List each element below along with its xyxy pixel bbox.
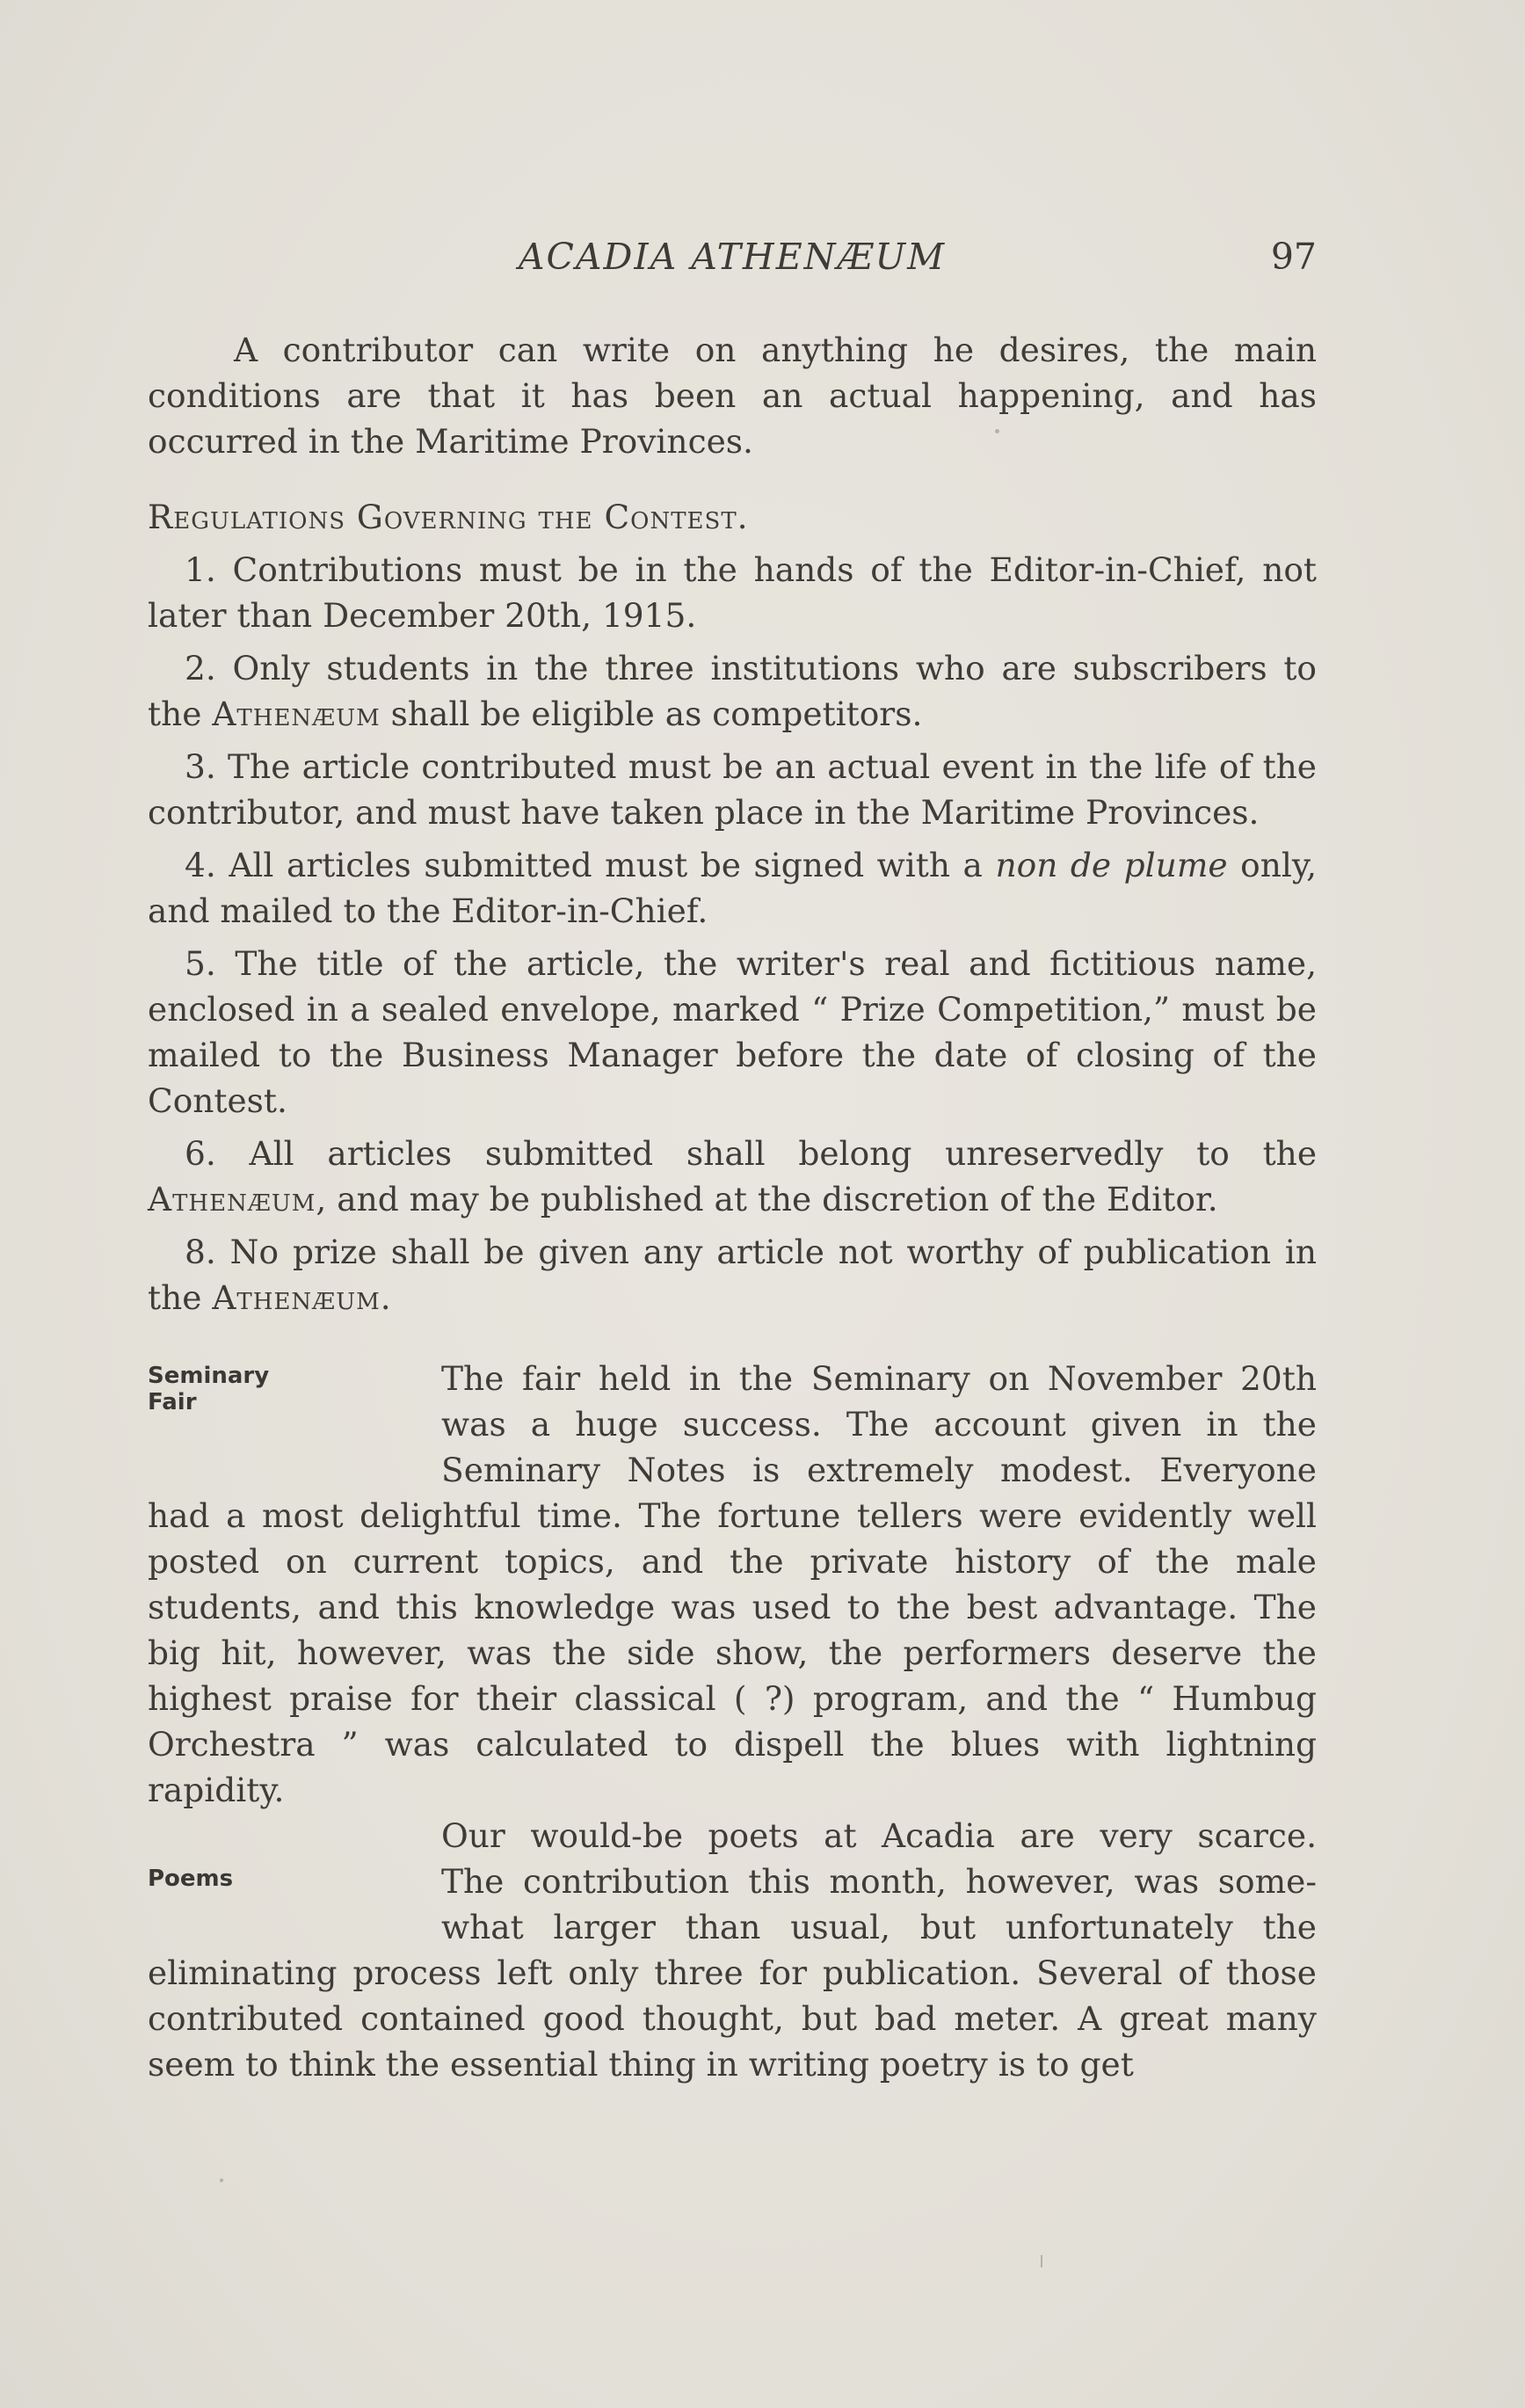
journal-name: Athenæum: [212, 695, 381, 733]
side-note-line: Seminary: [148, 1363, 270, 1389]
side-note-seminary-fair: [148, 1363, 306, 1415]
regulation-text: Only students in the three institutions who are subscribers to the: [148, 649, 1317, 733]
regulation-item: [148, 645, 1317, 737]
regulation-item: [148, 1229, 1317, 1320]
journal-title: ACADIA ATHENÆUM: [518, 236, 947, 278]
regulation-item: [148, 842, 1317, 934]
page-body: [148, 327, 1317, 2087]
regulation-text: The title of the article, the writer's real and fictitious name, enclosed in a sealed envelope, marked “ Prize Competition,” must be mailed to the Business Manager before the date of closing of the Contest.: [148, 944, 1317, 1120]
side-note-poems: Poems: [148, 1866, 234, 1892]
page-number: 97: [1270, 236, 1317, 278]
seminary-fair-section: [148, 1356, 1317, 1813]
paper-speck: [995, 429, 999, 433]
regulation-item: [148, 744, 1317, 835]
regulation-text: only, and mailed to the Editor-in-Chief.: [148, 846, 1317, 930]
regulation-number: 4.: [185, 846, 216, 884]
regulation-item: [148, 547, 1317, 638]
journal-name: Athenæum: [148, 1180, 316, 1219]
poems-line: Our would-be poets at Acadia are very scarce.: [441, 1816, 1317, 1855]
seminary-paragraph: had a most delightful time. The fortune tellers were evidently well posted on current topics, and the private history of the male students, and this knowledge was used to the best advantage. The big hit, however, was the side show, the performers deserve the highest praise for their classical ( ?) program, and the “ Humbug Orchestra ” was calculated to dispell the blues with lightning rapidity.: [148, 1496, 1317, 1809]
regulation-number: 3.: [185, 747, 216, 786]
poems-line: The contribution this month, however, was some-: [441, 1862, 1317, 1901]
regulation-text: .: [380, 1278, 391, 1317]
intro-paragraph: A contributor can write on anything he desires, the main conditions are that it has been an actual happening, and has occurred in the Maritime Provinces.: [148, 331, 1317, 461]
paper-speck: [1041, 2255, 1042, 2267]
regulation-item: [148, 1131, 1317, 1222]
regulation-text: All articles submitted must be signed with a: [229, 846, 983, 884]
regulation-text: , and may be published at the discretion of the Editor.: [316, 1180, 1218, 1219]
regulation-text: Contributions must be in the hands of the Editor-in-Chief, not later than December 20th, 1915.: [148, 550, 1317, 635]
seminary-line: Seminary Notes is extremely modest. Everyone: [441, 1451, 1317, 1489]
regulation-text: The article contributed must be an actual event in the life of the contributor, and must have taken place in the Maritime Provinces.: [148, 747, 1317, 832]
regulations-heading: Regulations Governing the Contest.: [148, 498, 749, 536]
regulation-number: 5.: [185, 944, 216, 983]
regulation-text: No prize shall be given any article not worthy of publication in the: [148, 1233, 1317, 1317]
side-note-line: Fair: [148, 1389, 197, 1415]
paper-speck: [220, 2179, 223, 2182]
regulation-text: All articles submitted shall belong unreservedly to the: [249, 1134, 1318, 1173]
running-header: [148, 236, 1317, 288]
regulation-number: 8.: [185, 1233, 216, 1271]
regulation-text: shall be eligible as competitors.: [390, 695, 923, 733]
seminary-line: The fair held in the Seminary on November 20th: [441, 1359, 1317, 1398]
italic-phrase: non de plume: [995, 846, 1228, 884]
journal-name: Athenæum: [212, 1278, 381, 1317]
poems-line: what larger than usual, but unfortunately the: [441, 1908, 1317, 1946]
regulation-number: 6.: [185, 1134, 216, 1173]
seminary-line: was a huge success. The account given in the: [441, 1405, 1317, 1444]
poems-paragraph: eliminating process left only three for publication. Several of those contributed contained good thought, but bad meter. A great many seem to think the essential thing in writing poetry is to get: [148, 1953, 1317, 2084]
poems-section: [148, 1813, 1317, 2087]
regulation-number: 1.: [185, 550, 216, 589]
regulation-number: 2.: [185, 649, 216, 687]
regulation-item: [148, 941, 1317, 1124]
